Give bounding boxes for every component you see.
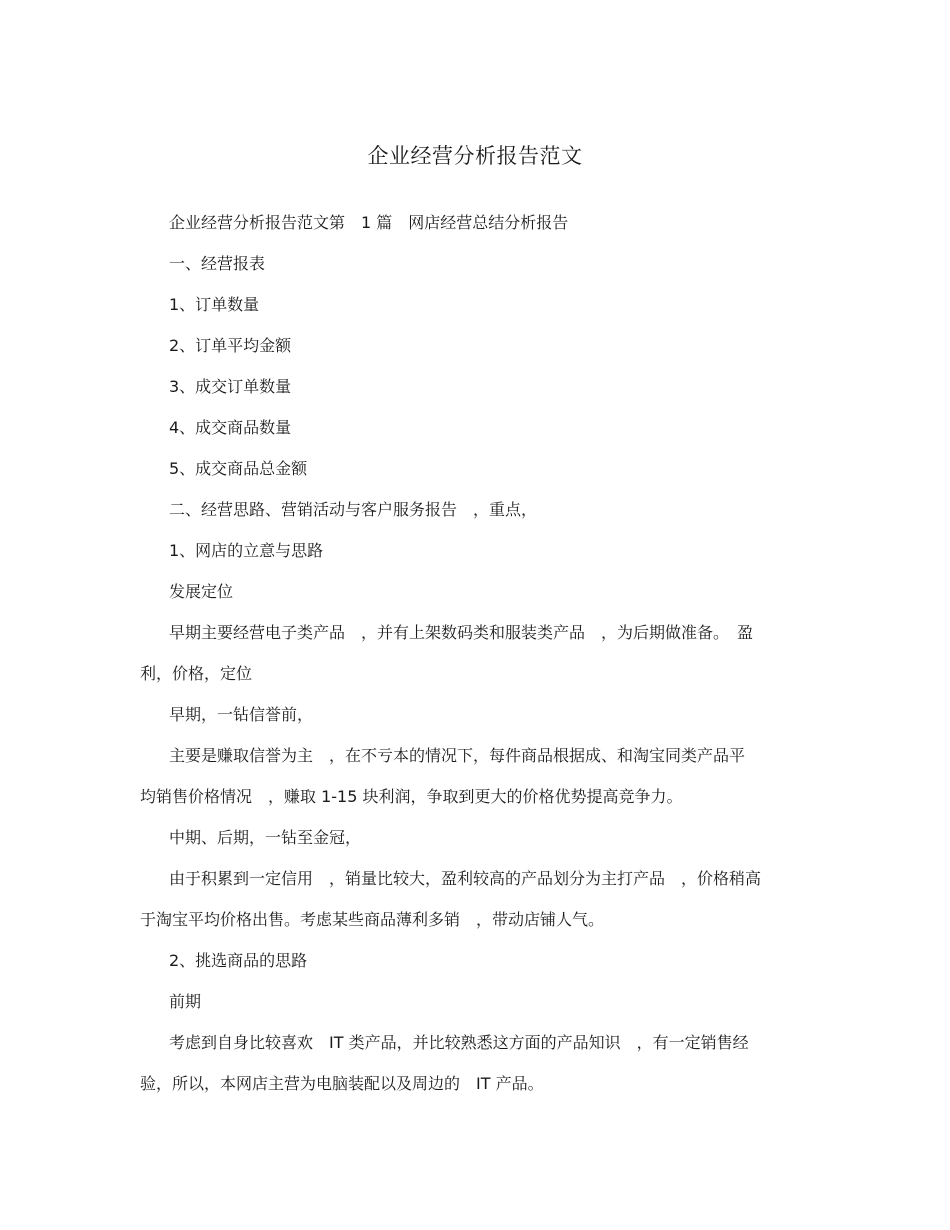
- paragraph-line: 由于积累到一定信用 ，销量比较大，盈利较高的产品划分为主打产品 ，价格稍高: [169, 869, 762, 888]
- paragraph-line: 主要是赚取信誉为主 ，在不亏本的情况下，每件商品根据成、和淘宝同类产品平: [169, 746, 746, 765]
- paragraph-line: 早期主要经营电子类产品 ，并有上架数码类和服装类产品 ，为后期做准备。 盈: [169, 623, 754, 642]
- subheading-concept: 1、网店的立意与思路: [169, 541, 324, 560]
- subheading-early-stage: 前期: [169, 992, 202, 1011]
- subheading-positioning: 发展定位: [169, 582, 234, 601]
- list-item: 1、订单数量: [169, 295, 260, 314]
- paragraph-line: 利，价格，定位: [140, 664, 253, 683]
- paragraph-line: 验，所以，本网店主营为电脑装配以及周边的 IT 产品。: [140, 1074, 544, 1093]
- paragraph-line: 于淘宝平均价格出售。考虑某些商品薄利多销 ，带动店铺人气。: [140, 910, 605, 929]
- list-item: 3、成交订单数量: [169, 377, 292, 396]
- subheading-product-selection: 2、挑选商品的思路: [169, 951, 308, 970]
- list-item: 2、订单平均金额: [169, 336, 292, 355]
- paragraph-line: 均销售价格情况 ，赚取 1-15 块利润，争取到更大的价格优势提高竞争力。: [140, 787, 683, 806]
- paragraph-line: 早期，一钻信誉前，: [169, 705, 314, 724]
- document-body: [140, 202, 792, 1104]
- document-title: 企业经营分析报告范文: [367, 144, 583, 168]
- paragraph-intro: 企业经营分析报告范文第 1 篇 网店经营总结分析报告: [169, 213, 569, 232]
- heading-business-report: 一、经营报表: [169, 254, 266, 273]
- list-item: 5、成交商品总金额: [169, 459, 308, 478]
- paragraph-line: 考虑到自身比较喜欢 IT 类产品，并比较熟悉这方面的产品知识 ，有一定销售经: [169, 1033, 749, 1052]
- paragraph-line: 中期、后期，一钻至金冠，: [169, 828, 362, 847]
- list-item: 4、成交商品数量: [169, 418, 292, 437]
- heading-strategy-report: 二、经营思路、营销活动与客户服务报告 ，重点，: [169, 500, 538, 519]
